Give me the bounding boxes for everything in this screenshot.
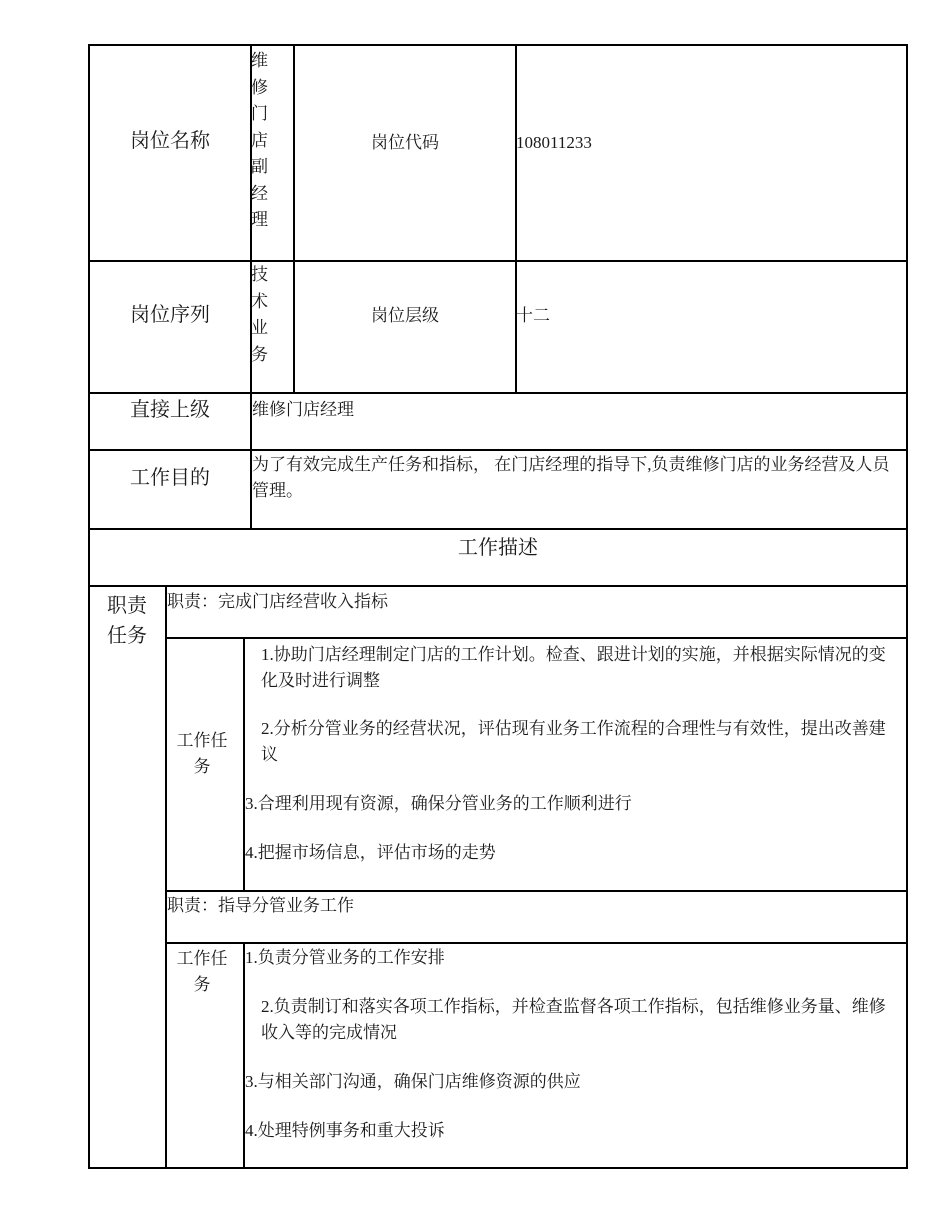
purpose-label: 工作目的 — [130, 467, 210, 489]
task-item: 4.处理特例事务和重大投诉 — [245, 1121, 445, 1140]
position-code-label: 岗位代码 — [371, 133, 439, 152]
level-label: 岗位层级 — [371, 306, 439, 325]
duty-title: 职责：完成门店经营收入指标 — [167, 592, 388, 611]
task-item: 3.合理利用现有资源，确保分管业务的工作顺利进行 — [245, 794, 632, 813]
task-label: 工作任务 — [176, 731, 228, 776]
purpose-value: 为了有效完成生产任务和指标， 在门店经理的指导下,负责维修门店的业务经营及人员管理。 — [252, 455, 890, 500]
task-item: 3.与相关部门沟通，确保门店维修资源的供应 — [245, 1072, 581, 1091]
sequence-value: 技术业务 — [251, 265, 268, 364]
position-name-label: 岗位名称 — [130, 130, 210, 152]
sequence-label: 岗位序列 — [130, 304, 210, 326]
task-label: 工作任务 — [176, 949, 228, 994]
task-item: 1.协助门店经理制定门店的工作计划。检查、跟进计划的实施，并根据实际情况的变化及时进行调整 — [261, 645, 886, 690]
position-name-value: 维修门店副经理 — [251, 51, 268, 229]
task-item: 1.负责分管业务的工作安排 — [245, 948, 445, 967]
superior-value: 维修门店经理 — [252, 400, 354, 419]
section-title: 工作描述 — [458, 537, 538, 559]
superior-label: 直接上级 — [130, 399, 210, 421]
level-value: 十二 — [516, 306, 550, 325]
task-item: 2.分析分管业务的经营状况，评估现有业务工作流程的合理性与有效性，提出改善建议 — [261, 719, 886, 764]
task-item: 2.负责制订和落实各项工作指标，并检查监督各项工作指标，包括维修业务量、维修收入等的完成情况 — [261, 997, 886, 1042]
task-item: 4.把握市场信息，评估市场的走势 — [245, 843, 496, 862]
duty-label: 职责任务 — [107, 595, 147, 647]
duty-title: 职责：指导分管业务工作 — [167, 896, 354, 915]
position-code-value: 108011233 — [516, 133, 592, 152]
